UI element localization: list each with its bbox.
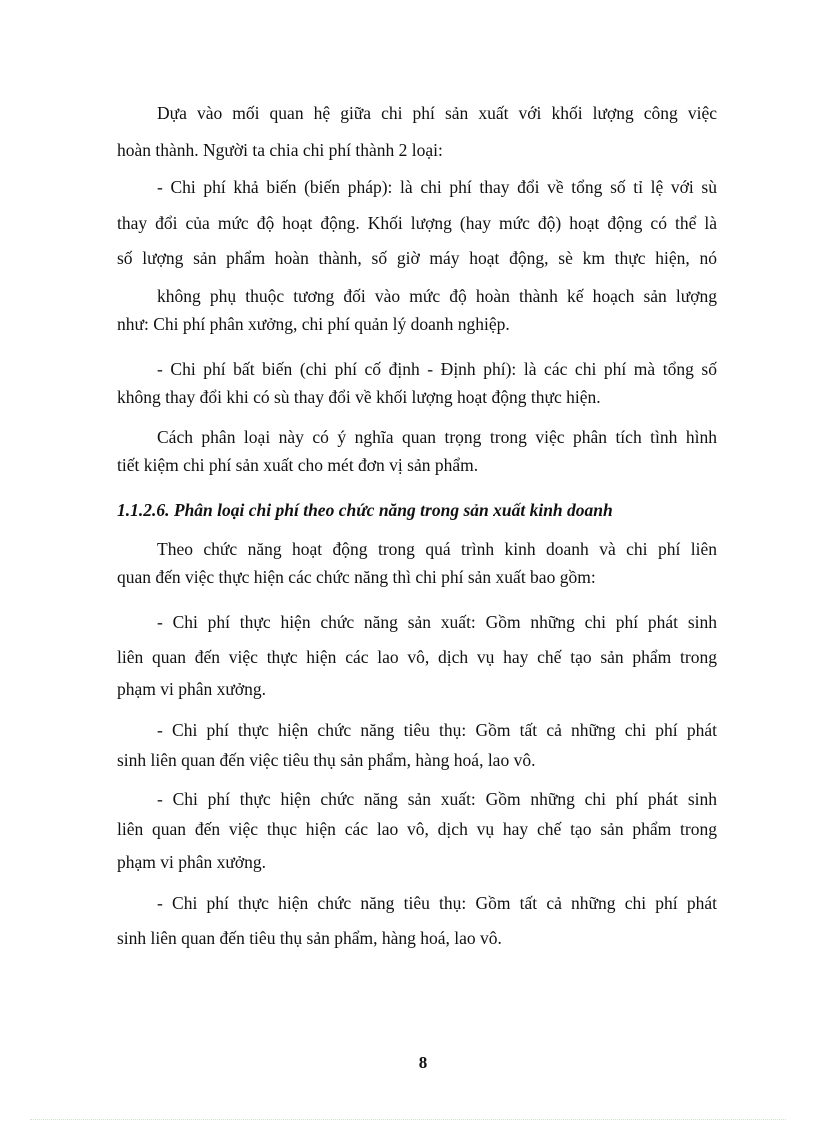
section-heading: 1.1.2.6. Phân loại chi phí theo chức năng trong sản xuất kinh doanh [117,500,613,520]
paragraph-line: phạm vi phân xưởng. [117,679,266,699]
paragraph-line: không phụ thuộc tương đối vào mức độ hoàn thành kế hoạch sản lượng [157,286,717,306]
paragraph-line: phạm vi phân xưởng. [117,852,266,872]
paragraph-line: Dựa vào mối quan hệ giữa chi phí sản xuất với khối lượng công việc [157,103,717,123]
paragraph-line: Theo chức năng hoạt động trong quá trình kinh doanh và chi phí liên [157,539,717,559]
paragraph-line: tiết kiệm chi phí sản xuất cho mét đơn vị sản phẩm. [117,455,479,475]
paragraph-line: - Chi phí khả biến (biến pháp): là chi phí thay đổi về tổng số tỉ lệ với sù [157,177,717,197]
paragraph-line: liên quan đến việc thục hiện các lao vô, dịch vụ hay chế tạo sản phẩm trong [117,819,717,839]
paragraph-line: không thay đổi khi có sù thay đổi về khối lượng hoạt động thực hiện. [117,387,601,407]
paragraph-line: liên quan đến việc thực hiện các lao vô, dịch vụ hay chế tạo sản phẩm trong [117,647,717,667]
paragraph-line: sinh liên quan đến tiêu thụ sản phẩm, hàng hoá, lao vô. [117,928,502,948]
paragraph-line: số lượng sản phẩm hoàn thành, số giờ máy hoạt động, sè km thực hiện, nó [117,248,717,268]
paragraph-line: - Chi phí bất biến (chi phí cố định - Định phí): là các chi phí mà tổng số [157,359,717,379]
paragraph-line: hoàn thành. Người ta chia chi phí thành 2 loại: [117,140,443,160]
paragraph-line: - Chi phí thực hiện chức năng tiêu thụ: Gồm tất cả những chi phí phát [157,893,717,913]
page-number: 8 [418,1053,428,1072]
paragraph-line: - Chi phí thực hiện chức năng sản xuất: Gồm những chi phí phát sinh [157,612,717,632]
paragraph-line: thay đổi của mức độ hoạt động. Khối lượng (hay mức độ) hoạt động có thể là [117,213,717,233]
paragraph-line: Cách phân loại này có ý nghĩa quan trọng trong việc phân tích tình hình [157,427,717,447]
page-bottom-divider [30,1119,786,1120]
paragraph-line: quan đến việc thực hiện các chức năng thì chi phí sản xuất bao gồm: [117,567,596,587]
paragraph-line: như: Chi phí phân xưởng, chi phí quản lý doanh nghiệp. [117,314,510,334]
paragraph-line: - Chi phí thực hiện chức năng tiêu thụ: Gồm tất cả những chi phí phát [157,720,717,740]
paragraph-line: sinh liên quan đến việc tiêu thụ sản phẩm, hàng hoá, lao vô. [117,750,536,770]
paragraph-line: - Chi phí thực hiện chức năng sản xuất: Gồm những chi phí phát sinh [157,789,717,809]
